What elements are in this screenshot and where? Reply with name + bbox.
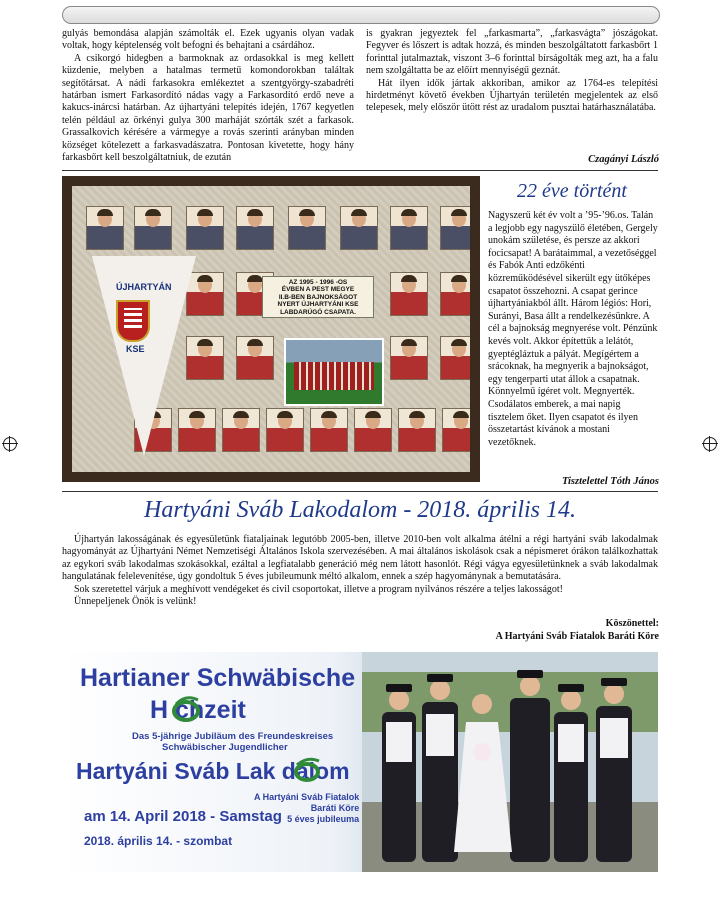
leaf-logo-icon [292, 756, 322, 784]
portrait [186, 206, 224, 250]
portrait [440, 272, 470, 316]
registration-mark-icon [3, 437, 17, 451]
portrait [354, 408, 392, 452]
article2-title: 22 éve történt [517, 180, 627, 202]
team-group-photo [284, 338, 384, 406]
banner-title-hu: Hartyáni Sváb Lak dalom [76, 758, 350, 784]
plaque-line: AZ 1995 - 1996 -OS [288, 279, 348, 286]
article1-column-2 [366, 28, 658, 115]
banner-subtitle-2: Schwäbischer Jugendlicher [162, 742, 288, 753]
portrait [340, 206, 378, 250]
paragraph: Újhartyán lakosságának és egyesületünk fiataljainak legutóbb 2005-ben, illetve 2010-ben volt alkalma átélni a régi hartyáni sváb lakodalmak hagyományát az Újhartyáni Német Nemzetiségi Általános Iskola szervezésében. A mai általános iskolások csak a népismeret órákon találkozhattak az egykori sváb lakodalmas szokásokkal, ezáltal a legfiatalabb generáció még nem látott hasonlót. Régi vágya egyesületünknek a sváb lakodalmak hangulatának felelevenítése, úgy gondoltuk 5 éves jubileumunk méltó alkalom, ennek a szép hagyománynak a bemutatására. [62, 534, 658, 583]
banner-date-de: am 14. April 2018 - Samstag [84, 808, 282, 825]
article2-signature: Tisztelettel Tóth János [561, 476, 659, 487]
plaque-line: ÉVBEN A PEST MEGYE [281, 286, 355, 294]
portrait [442, 408, 470, 452]
banner-title-de: Hartianer Schwäbische [80, 664, 356, 692]
portrait [390, 206, 428, 250]
article1-signature: Czagányi László [588, 154, 659, 165]
championship-plaque [262, 276, 374, 318]
team-photo-frame [72, 186, 470, 472]
portrait [222, 408, 260, 452]
paragraph: Hát ilyen idők jártak akkoriban, amikor az 1764-es telepítési hirdetményt követő években Újhartyán területén megjelentek az első telepesek, mely először ütött rést az uradalom pusztai határhasználatába. [366, 77, 658, 114]
portrait [390, 272, 428, 316]
banner-organizer-2: Baráti Köre [310, 803, 360, 813]
portrait [236, 206, 274, 250]
portrait [390, 336, 428, 380]
thanks-by: A Hartyáni Sváb Fiatalok Baráti Köre [495, 631, 659, 642]
article2-body: Nagyszerű két év volt a ’95-’96.os. Talán a legjobb egy nagyszülő életében, Gergely unokám születése, és persze az akkori focicsapat! A barátaimmal, a vezetőséggel és Fabók Anti edzőkénti közreműködésével sikerült egy ütőképes csapatot összehozni. A csapat gerince újhartyániakból állt. Három légiós: Hori, Surányi, Basa állt a rendelkezésünkre. A cél a bajnokság megnyerése volt. Pénzünk kevés volt. Akkor építettük a lelátót, gyeptégláztuk a pályát. Megígértem a srácoknak, ha megnyerik a bajnokságot, egy tengerparti utat állok a csapatnak. Könnyelmű ígéret volt. Megnyerték. Csodálatos emberek, a mai napig tisztelem őket. Ilyen csapatot és ilyen összetartást kívánok a mostani vezetőknek. [488, 210, 658, 448]
banner-date-hu: 2018. április 14. - szombat [84, 834, 233, 848]
plaque-line: LABDARÚGÓ CSAPATA. [280, 308, 356, 316]
banner-organizer-1: A Hartyáni Sváb Fiatalok [254, 792, 360, 802]
paragraph: Ünnepeljenek Önök is velünk! [74, 596, 197, 608]
portrait [236, 336, 274, 380]
article3-body [62, 534, 658, 608]
portrait [288, 206, 326, 250]
portrait [86, 206, 124, 250]
paragraph: A csikorgó hidegben a barmoknak az ordasokkal is meg kellett küzdenie, melyben a hatalmas termetű komondorokban találtak segítőtársat. A nádi farkasokra emlékeztet a szentgyörgy-szabadréti határban ismert Farkasordító nádas vagy a Farkasordító erdő neve a kakucs-inárcsi határban. Az újhartyáni telepítés idején, 1767 kegyetlen telén például az örkényi gulya 300 marháját szórták szét a farkasok. Grassalkovich kérésére a vármegye a rovás szerinti arányban minden községet kötelezett a farkasvadászatra. Pontosan kivetette, hogy hány farkasbőrt kell beszolgáltatniuk, de ezután [62, 52, 354, 164]
article1-column-1 [62, 28, 354, 164]
banner-title-de-2: H chzeit [150, 696, 246, 724]
banner-organizer-3: 5 éves jubileuma [287, 814, 360, 824]
plaque-line: NYERT ÚJHARTYÁNI KSE [277, 301, 359, 309]
portrait [310, 408, 348, 452]
event-banner [62, 652, 658, 872]
banner-subtitle-1: Das 5-jährige Jubiläum des Freundeskreises [132, 731, 334, 742]
plaque-line: II.B-BEN BAJNOKSÁGOT [278, 293, 358, 301]
paragraph: Sok szeretettel várjuk a meghívott vendégeket és civil csoportokat, illetve a program nyilvános részére a teljes lakosságot! [74, 583, 564, 595]
wedding-procession-photo [362, 652, 658, 872]
pennant-name: ÚJHARTYÁN [116, 282, 172, 292]
portrait [440, 206, 470, 250]
crest-icon [116, 300, 150, 342]
divider [62, 170, 658, 171]
paragraph: is gyakran jegyeztek fel „farkasmarta”, „farkasvágta” jószágokat. Fegyver és lőszert is adtak hozzá, és minden beszolgáltatott farkasbőrt 1 forinttal jutalmaztak, viszont 3–6 forinttal bírságolták meg azt, ha a falu nem szolgáltatta be az előírt mennyiségű geznát. [366, 28, 658, 77]
paragraph: gulyás bemondása alapján számolták el. Ezek ugyanis olyan vadak voltak, hogy képtelenség volt befogni és behajtani a csárdához. [62, 28, 354, 52]
team-photo [62, 176, 480, 482]
divider [62, 491, 658, 492]
portrait [398, 408, 436, 452]
portrait [134, 206, 172, 250]
leaf-logo-icon [170, 694, 202, 724]
portrait [266, 408, 304, 452]
article3-title: Hartyáni Sváb Lakodalom - 2018. április 14. [144, 497, 576, 523]
portrait [440, 336, 470, 380]
thanks-label: Köszönettel: [605, 618, 659, 629]
registration-mark-icon [703, 437, 717, 451]
pennant-club: KSE [126, 344, 145, 354]
page-header-bar [62, 6, 660, 24]
